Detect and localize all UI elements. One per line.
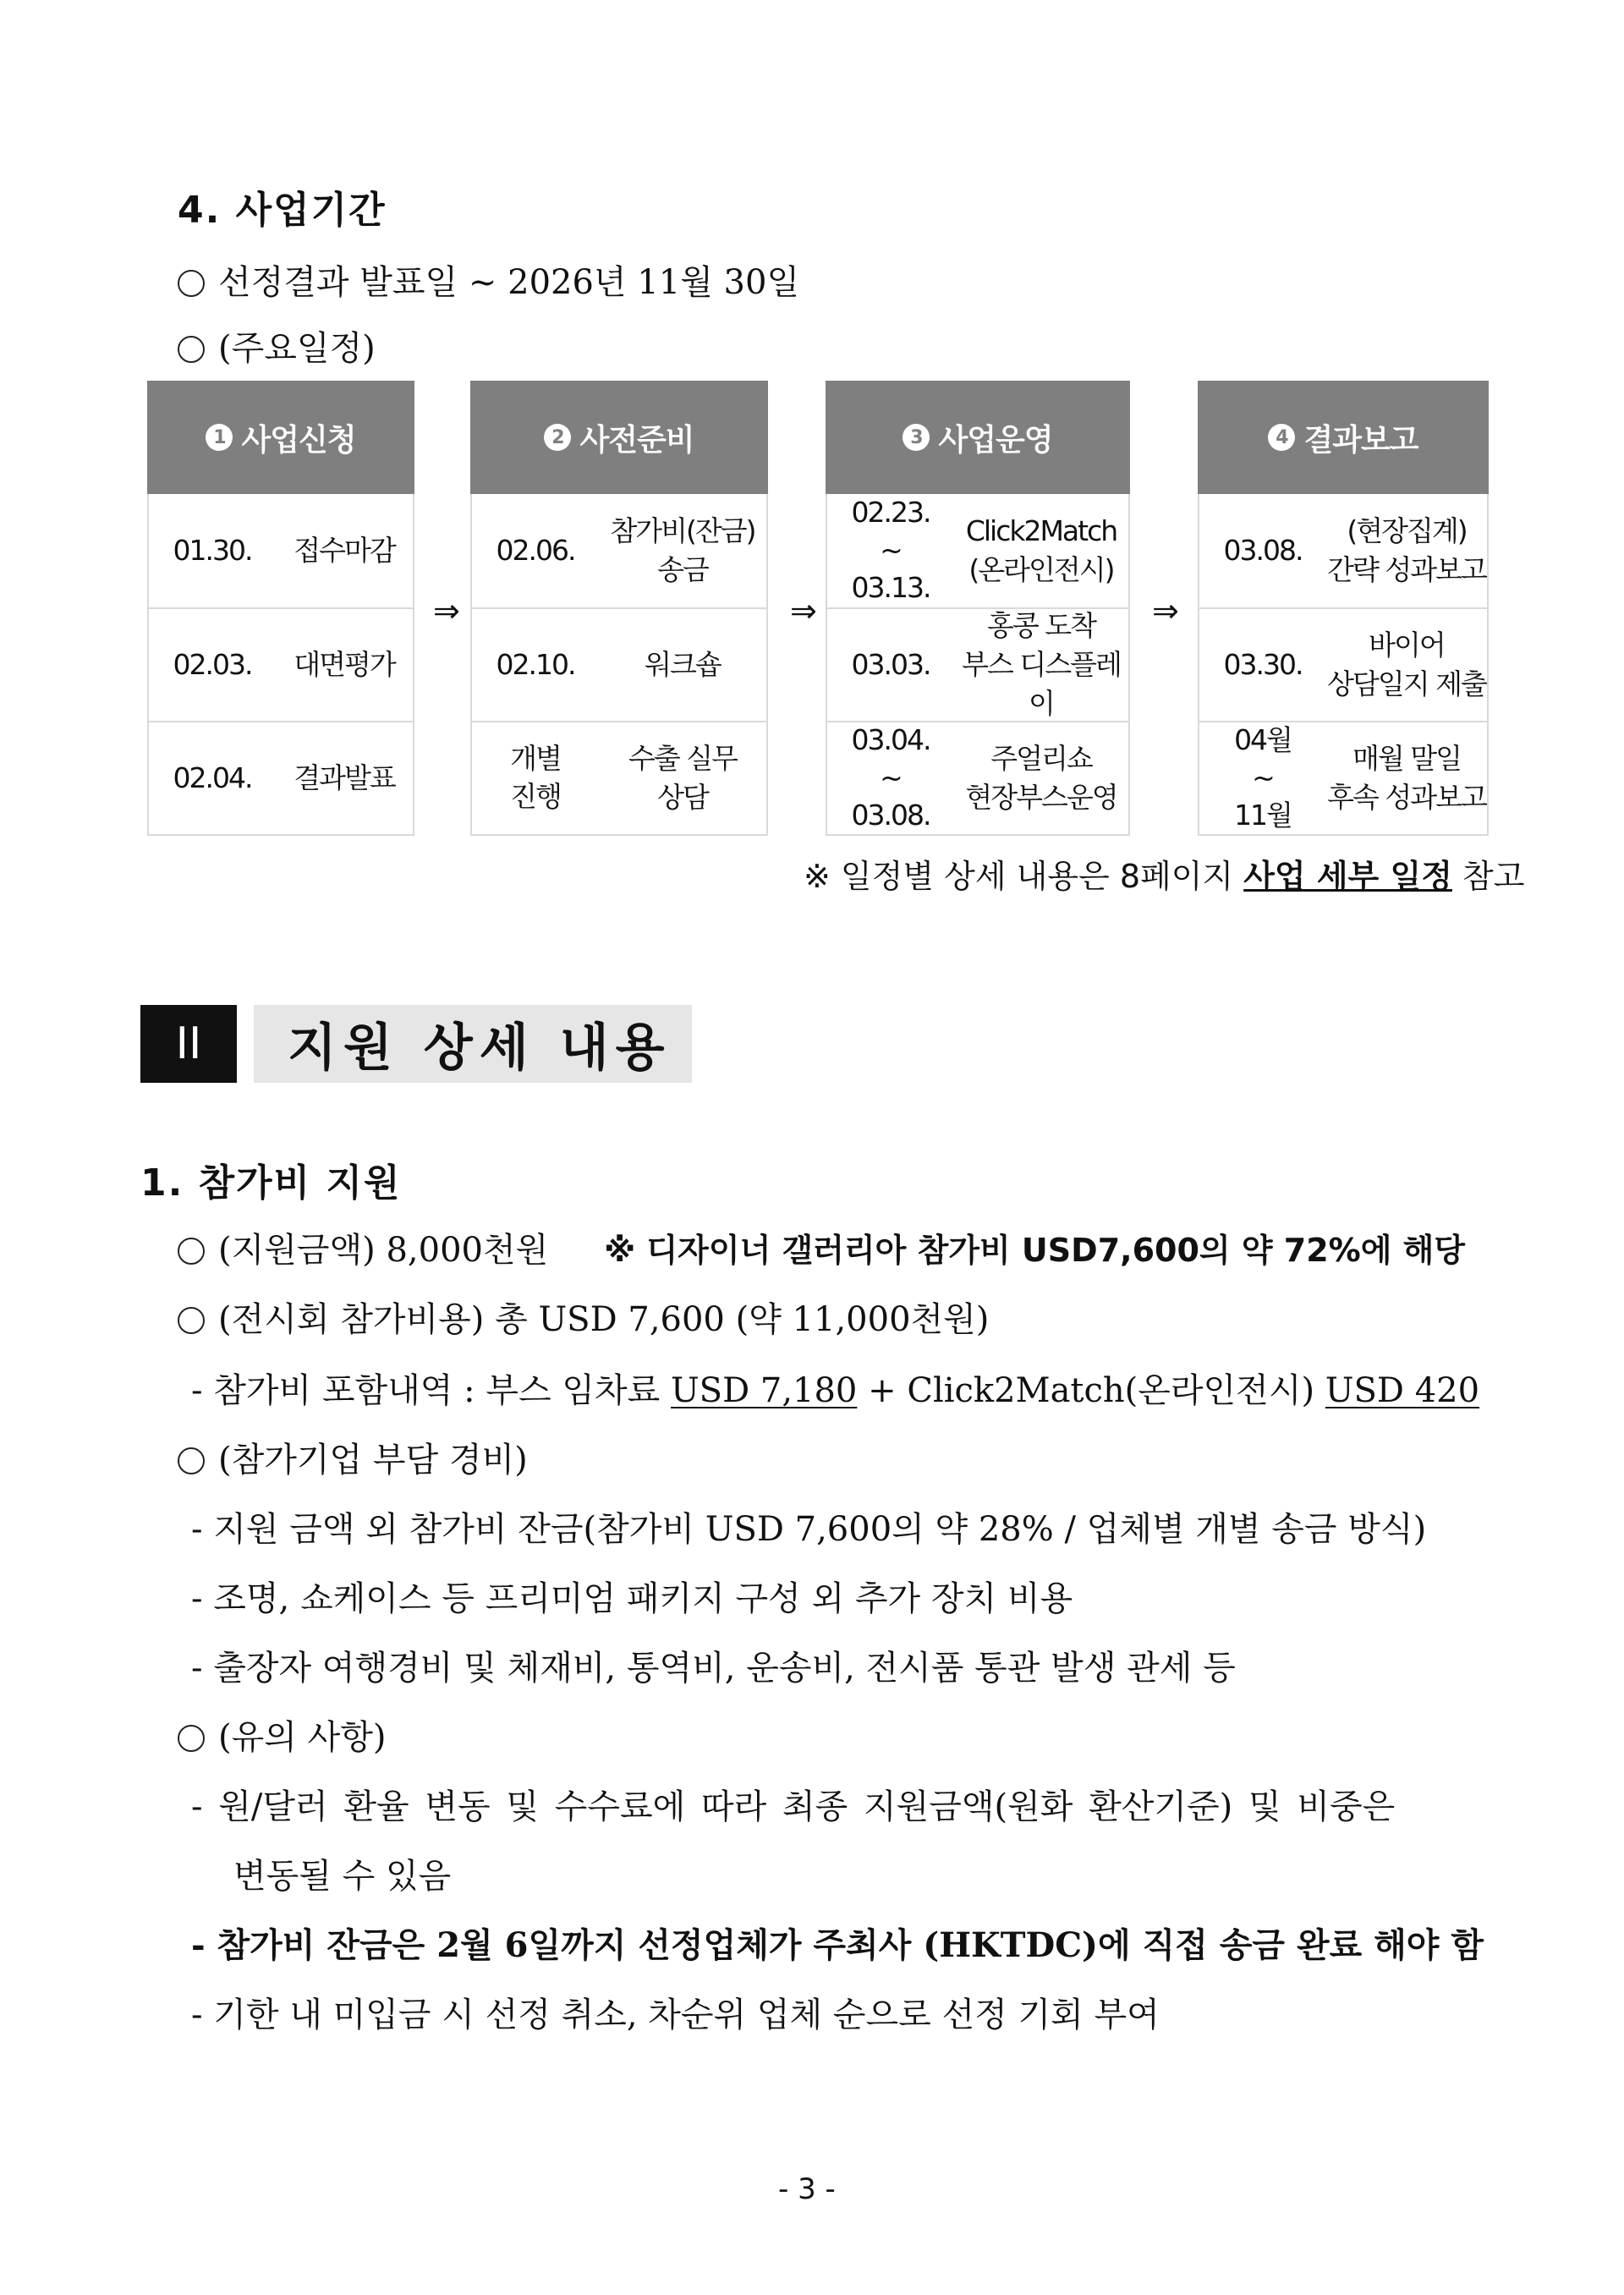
schedule-column — [147, 381, 414, 836]
schedule-column-header — [826, 381, 1130, 494]
schedule-row — [1199, 494, 1487, 607]
schedule-desc: Click2Match (온라인전시) — [965, 513, 1117, 586]
caution-item-cont: 변동될 수 있음 — [233, 1857, 452, 1896]
schedule-column — [470, 381, 768, 836]
burden-item: - 출장자 여행경비 및 체재비, 통역비, 운송비, 전시품 통관 발생 관세 등 — [191, 1649, 1236, 1688]
burden-item: - 지원 금액 외 참가비 잔금(참가비 USD 7,600의 약 28% / 업체별 개별 송금 방식) — [191, 1510, 1427, 1549]
caution-item: - 원/달러 환율 변동 및 수수료에 따라 최종 지원금액(원화 환산기준) 및 비중은 — [191, 1787, 1396, 1826]
caution-item: - 기한 내 미입금 시 선정 취소, 차순위 업체 순으로 선정 기회 부여 — [191, 1996, 1160, 2034]
amount-note: ※ 디자이너 갤러리아 참가비 USD7,600의 약 72%에 해당 — [604, 1232, 1466, 1269]
arrow-right-icon: ⇒ — [790, 592, 817, 629]
circle-bullet-icon — [178, 1238, 205, 1265]
step-title: 사전준비 — [579, 422, 694, 458]
caution-item-bold: - 참가비 잔금은 2월 6일까지 선정업체가 주최사 (HKTDC)에 직접 송금 완료 해야 함 — [191, 1925, 1484, 1965]
schedule-label-line — [178, 321, 376, 370]
chapter-title: 지원 상세 내용 — [254, 1005, 692, 1083]
schedule-desc: 매월 말일 후속 성과보고 — [1327, 741, 1486, 814]
amount-line: (지원금액) 8,000천원 ※ 디자이너 갤러리아 참가비 USD7,600의 약 72%에 해당 — [178, 1223, 1465, 1271]
schedule-desc: 접수마감 — [294, 533, 395, 567]
schedule-date: 03.30. — [1223, 647, 1303, 681]
schedule-column-header — [147, 381, 414, 494]
step-title: 결과보고 — [1303, 422, 1418, 458]
schedule-desc: 참가비(잔금) 송금 — [610, 513, 755, 586]
schedule-date: 03.03. — [851, 647, 930, 681]
page-number: - 3 - — [778, 2172, 836, 2206]
circle-bullet-icon — [178, 1307, 205, 1334]
circle-bullet-icon — [178, 1725, 205, 1752]
schedule-desc: 홍콩 도착 부스 디스플레이 — [962, 608, 1121, 721]
note-bold: 사업 세부 일정 — [1243, 858, 1452, 895]
schedule-row — [472, 607, 766, 721]
schedule-date: 03.04. ~ 03.08. — [851, 723, 930, 832]
circle-bullet-icon — [178, 270, 205, 297]
period-text: 선정결과 발표일 ~ 2026년 11월 30일 — [218, 263, 800, 302]
step-number-icon: 4 — [1268, 424, 1295, 451]
fee-line: (전시회 참가비용) 총 USD 7,600 (약 11,000천원) — [178, 1293, 989, 1341]
caution-title-line: (유의 사항) — [178, 1710, 387, 1759]
section-title: 4. 사업기간 — [178, 189, 387, 232]
schedule-row — [827, 721, 1128, 834]
schedule-label: (주요일정) — [218, 329, 376, 368]
schedule-date: 03.08. — [1223, 533, 1303, 567]
schedule-column — [826, 381, 1130, 836]
schedule-desc: 주얼리쇼 현장부스운영 — [965, 741, 1117, 814]
schedule-note: ※ 일정별 상세 내용은 8페이지 사업 세부 일정 참고 — [804, 858, 1525, 895]
step-number-icon: 3 — [903, 424, 930, 451]
schedule-desc: 바이어 상담일지 제출 — [1327, 628, 1486, 700]
schedule-date: 04월 ~ 11월 — [1234, 723, 1292, 832]
schedule-row — [1199, 607, 1487, 721]
schedule-row — [1199, 721, 1487, 834]
schedule-desc: 대면평가 — [294, 647, 395, 681]
schedule-row — [472, 494, 766, 607]
arrow-right-icon: ⇒ — [433, 592, 460, 629]
schedule-date: 02.10. — [496, 647, 575, 681]
schedule-desc: 수출 실무 상담 — [628, 741, 737, 814]
schedule-date: 02.04. — [173, 760, 252, 794]
chapter-number: II — [140, 1005, 237, 1083]
step-number-icon: 1 — [206, 424, 233, 451]
schedule-row — [827, 607, 1128, 721]
schedule-date: 개별 진행 — [510, 742, 561, 813]
circle-bullet-icon — [178, 336, 205, 363]
schedule-desc: (현장집계) 간략 성과보고 — [1327, 513, 1486, 586]
subsection-title: 1. 참가비 지원 — [140, 1161, 402, 1205]
schedule-date: 01.30. — [173, 533, 252, 567]
schedule-column-header — [1198, 381, 1489, 494]
schedule-column-header — [470, 381, 768, 494]
arrow-right-icon: ⇒ — [1152, 592, 1179, 629]
schedule-desc: 결과발표 — [294, 760, 395, 794]
schedule-row — [149, 721, 413, 834]
step-title: 사업운영 — [938, 422, 1053, 458]
schedule-row — [149, 607, 413, 721]
schedule-row — [827, 494, 1128, 607]
schedule-column — [1198, 381, 1489, 836]
burden-title-line: (참가기업 부담 경비) — [178, 1433, 528, 1481]
burden-item: - 조명, 쇼케이스 등 프리미엄 패키지 구성 외 추가 장치 비용 — [191, 1579, 1073, 1618]
schedule-row — [149, 494, 413, 607]
period-line — [178, 255, 799, 304]
schedule-date: 02.23. ~ 03.13. — [851, 496, 930, 605]
schedule-date: 02.06. — [496, 533, 575, 567]
schedule-desc: 워크숍 — [645, 647, 721, 681]
schedule-row — [472, 721, 766, 834]
step-title: 사업신청 — [241, 422, 356, 458]
online-fee: USD 420 — [1325, 1371, 1480, 1410]
schedule-date: 02.03. — [173, 647, 252, 681]
circle-bullet-icon — [178, 1447, 205, 1474]
booth-fee: USD 7,180 — [670, 1371, 858, 1410]
inclusion-line: - 참가비 포함내역 : 부스 임차료 USD 7,180 + Click2Match(온라인전시) USD 420 — [191, 1371, 1480, 1410]
step-number-icon: 2 — [544, 424, 571, 451]
